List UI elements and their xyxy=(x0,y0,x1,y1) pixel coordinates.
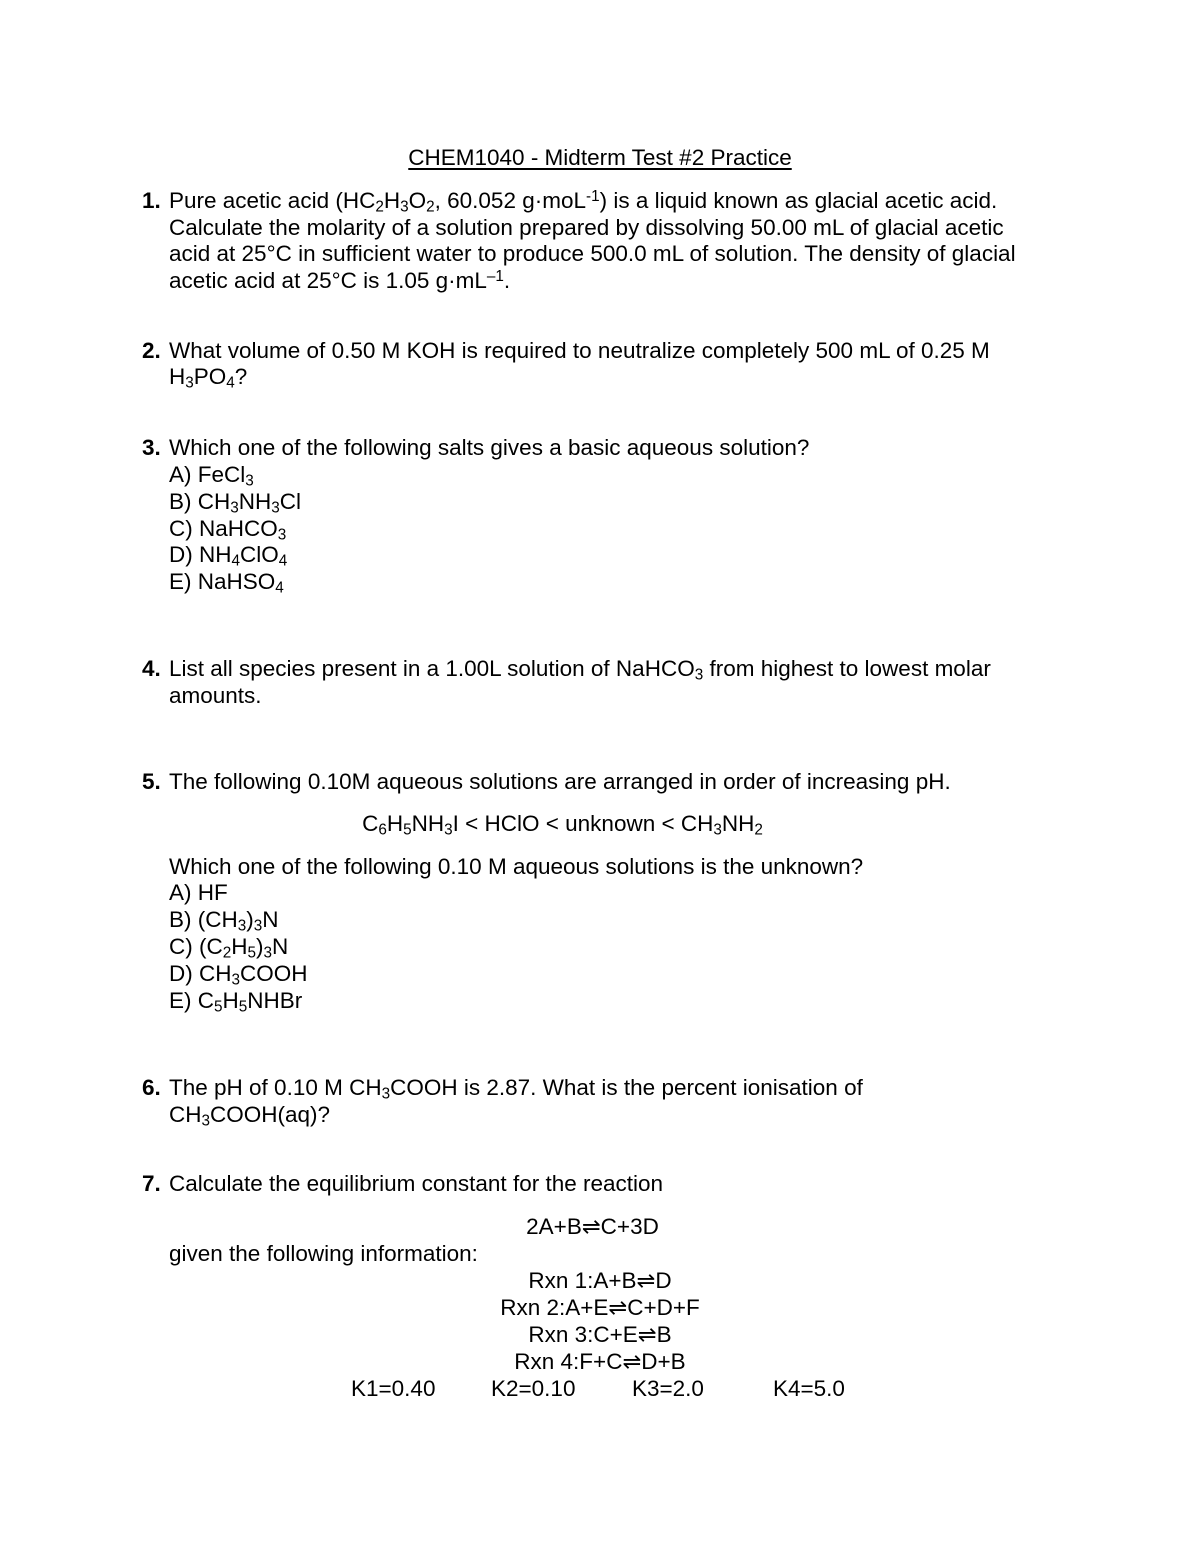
q5-option-d: D) $CH_3COOH$ xyxy=(169,961,308,989)
q5-stem: The following 0.10M aqueous solutions are arranged in order of increasing pH. xyxy=(169,769,951,794)
q1-line-3: acid at 25°C in sufficient water to produce 500.0 mL of solution. The density of glacial xyxy=(169,241,1016,266)
q5-option-a: A) HF xyxy=(169,880,228,905)
q6-line-1: The pH of 0.10 M $CH_3COOH$ is 2.87. What is the percent ionisation of xyxy=(169,1075,863,1103)
q7-stem: Calculate the equilibrium constant for the reaction xyxy=(169,1171,664,1196)
q7-number: 7. xyxy=(142,1171,161,1196)
page-title: CHEM1040 - Midterm Test #2 Practice xyxy=(408,145,792,170)
q4-number: 4. xyxy=(142,656,161,681)
q5-option-b: B) $(CH_3)_3N$ xyxy=(169,907,279,935)
q7-rxn-2: Rxn 2:A+E⇌C+D+F xyxy=(500,1295,700,1320)
q6-number: 6. xyxy=(142,1075,161,1100)
q5-option-c: C) $(C_2H_5)_3N$ xyxy=(169,934,289,962)
q2-line-2: $H_3PO_4$? xyxy=(169,364,248,392)
q5-question: Which one of the following 0.10 M aqueous solutions is the unknown? xyxy=(169,854,864,879)
q1-line-1: Pure acetic acid ($HC_2H_3O_2$, 60.052 g·moL$^{-1}$) is a liquid known as glacial acetic acid. xyxy=(169,188,998,216)
q3-stem: Which one of the following salts gives a basic aqueous solution? xyxy=(169,435,810,460)
q4-line-1: List all species present in a 1.00L solution of NaHCO$_3$ from highest to lowest molar xyxy=(169,656,991,684)
q3-option-d: D) $NH_4ClO_4$ xyxy=(169,542,288,570)
q5-ph-order: $C_6H_5NH_3I$ < HClO < unknown < $CH_3NH_2$ xyxy=(362,811,763,839)
q7-rxn-3: Rxn 3:C+E⇌B xyxy=(528,1322,672,1347)
q1-number: 1. xyxy=(142,188,161,213)
q2-line-1: What volume of 0.50 M KOH is required to neutralize completely 500 mL of 0.25 M xyxy=(169,338,990,363)
q3-option-e: E) NaHSO$_4$ xyxy=(169,569,284,597)
q2-number: 2. xyxy=(142,338,161,363)
q5-number: 5. xyxy=(142,769,161,794)
q7-rxn-4: Rxn 4:F+C⇌D+B xyxy=(514,1349,686,1374)
q7-k1: K1=0.40 xyxy=(351,1376,436,1401)
q1-line-2: Calculate the molarity of a solution prepared by dissolving 50.00 mL of glacial acetic xyxy=(169,215,1004,240)
q3-option-b: B) $CH_3NH_3Cl$ xyxy=(169,489,302,517)
q1-line-4: acetic acid at 25°C is 1.05 $g\cdot mL^{-1}$. xyxy=(169,268,511,293)
q5-option-e: E) $C_5H_5NHBr$ xyxy=(169,988,303,1016)
q3-option-a: A) FeCl$_3$ xyxy=(169,462,254,490)
q3-number: 3. xyxy=(142,435,161,460)
q3-option-c: C) NaHCO$_3$ xyxy=(169,516,287,544)
q4-line-2: amounts. xyxy=(169,683,262,708)
q7-rxn-1: Rxn 1:A+B⇌D xyxy=(528,1268,672,1293)
q7-target-reaction: 2A+B⇌C+3D xyxy=(526,1214,659,1239)
q7-k3: K3=2.0 xyxy=(632,1376,704,1401)
q6-line-2: $CH_3COOH(aq)$? xyxy=(169,1102,331,1130)
q7-given: given the following information: xyxy=(169,1241,478,1266)
q7-k2: K2=0.10 xyxy=(491,1376,576,1401)
q7-k4: K4=5.0 xyxy=(773,1376,845,1401)
